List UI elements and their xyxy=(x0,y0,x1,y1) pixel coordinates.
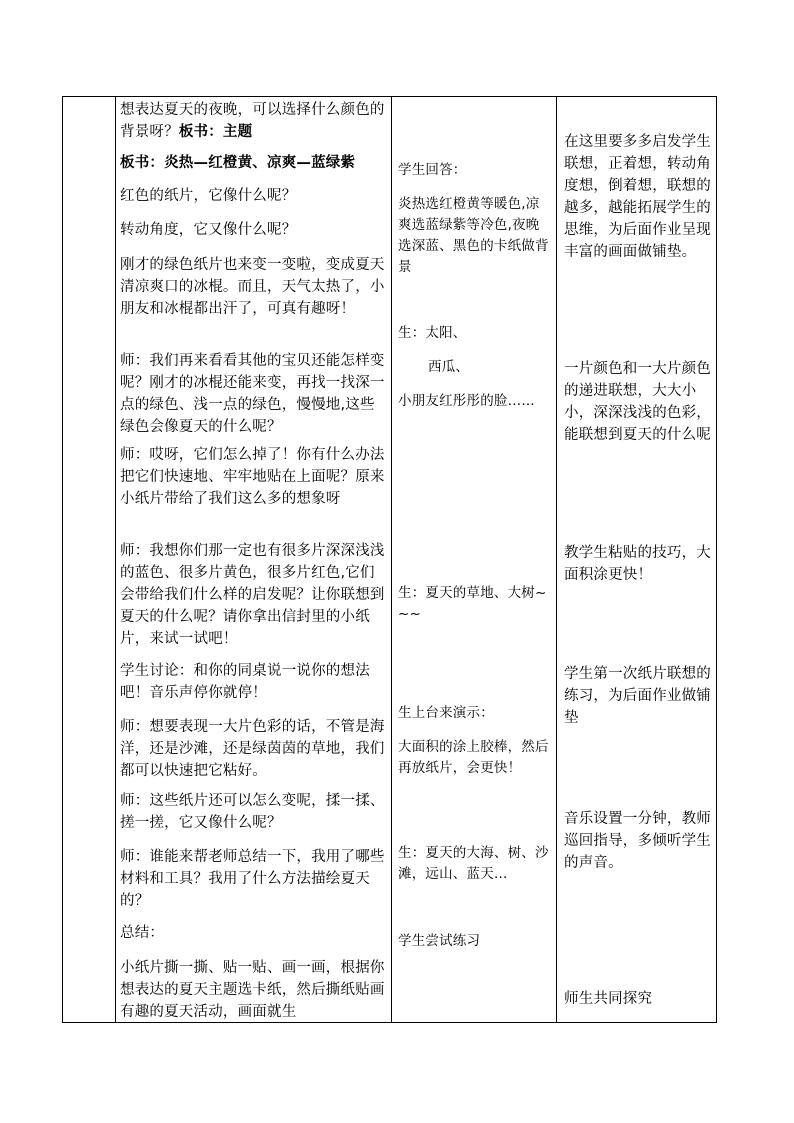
design-paragraph: 一片颜色和一大片颜色的递进联想，大大小小，深深浅浅的色彩，能联想到夏天的什么呢 xyxy=(564,361,711,443)
teacher-paragraph: 板书：炎热—红橙黄、凉爽—蓝绿紫 xyxy=(120,155,356,171)
teacher-activity-column xyxy=(116,97,391,1022)
student-paragraph: 学生尝试练习 xyxy=(398,933,481,949)
teacher-paragraph: 红色的纸片，它像什么呢？ xyxy=(120,188,297,204)
student-paragraph: 生：夏天的大海、树、沙滩，远山、蓝天… xyxy=(398,845,549,882)
teacher-paragraph: 总结： xyxy=(120,925,165,941)
student-activity-column xyxy=(394,97,554,1022)
student-paragraph: 学生回答： xyxy=(398,162,467,178)
lesson-plan-table xyxy=(62,96,717,1023)
design-paragraph: 师生共同探究 xyxy=(564,991,653,1007)
teacher-paragraph: 转动角度，它又像什么呢？ xyxy=(120,222,297,238)
teacher-paragraph: 师：我们再来看看其他的宝贝还能怎样变呢？刚才的冰棍还能来变，再找一找深一点的绿色、浅一点的绿色，慢慢地,这些绿色会像夏天的什么呢？ xyxy=(120,353,385,435)
teacher-paragraph: 想表达夏天的夜晚，可以选择什么颜色的背景呀？板书：主题 xyxy=(120,102,385,140)
student-paragraph: 大面积的涂上胶棒，然后再放纸片，会更快！ xyxy=(398,739,549,776)
column-divider xyxy=(391,97,392,1022)
teacher-paragraph: 师：哎呀，它们怎么掉了！你有什么办法把它们快速地、牢牢地贴在上面呢？原来小纸片带给了我们这么多的想象呀 xyxy=(120,447,385,507)
teacher-paragraph: 师：谁能来帮老师总结一下，我用了哪些材料和工具？我用了什么方法描绘夏天的？ xyxy=(120,849,385,909)
student-paragraph: 小朋友红彤彤的脸…… xyxy=(398,393,535,409)
teacher-paragraph: 师：我想你们那一定也有很多片深深浅浅的蓝色、很多片黄色，很多片红色,它们会带给我们什么样的启发呢？让你联想到夏天的什么呢？请你拿出信封里的小纸片，来试一试吧！ xyxy=(120,543,385,647)
design-paragraph: 在这里要多多启发学生联想，正着想，转动角度想，倒着想，联想的越多，越能拓展学生的思维，为后面作业呈现丰富的画面做铺垫。 xyxy=(564,134,711,260)
teacher-paragraph: 刚才的绿色纸片也来变一变啦，变成夏天清凉爽口的冰棍。而且，天气太热了，小朋友和冰棍都出汗了，可真有趣呀！ xyxy=(120,257,385,317)
teacher-paragraph: 师：这些纸片还可以怎么变呢，揉一揉、搓一搓，它又像什么呢？ xyxy=(120,793,385,831)
student-paragraph: 生：太阳、 xyxy=(398,325,467,341)
column-divider xyxy=(556,97,557,1022)
teacher-paragraph: 师：想要表现一大片色彩的话，不管是海洋，还是沙滩，还是绿茵茵的草地，我们都可以快速把它粘好。 xyxy=(120,719,385,779)
student-paragraph: 生上台来演示： xyxy=(398,705,494,721)
design-paragraph: 音乐设置一分钟，教师巡回指导，多倾听学生的声音。 xyxy=(564,811,711,871)
student-paragraph: 生：夏天的草地、大树~~~ xyxy=(398,585,547,622)
teacher-paragraph: 学生讨论：和你的同桌说一说你的想法吧！音乐声停你就停！ xyxy=(120,663,370,701)
teacher-paragraph: 小纸片撕一撕、贴一贴、画一画，根据你想表达的夏天主题选卡纸，然后撕纸贴画有趣的夏天活动，画面就生 xyxy=(120,960,385,1020)
design-paragraph: 学生第一次纸片联想的练习，为后面作业做铺垫 xyxy=(564,666,711,726)
design-intent-column xyxy=(560,97,716,1022)
student-paragraph: 炎热选红橙黄等暖色,凉爽选蓝绿紫等冷色,夜晚选深蓝、黑色的卡纸做背景 xyxy=(398,196,549,275)
student-paragraph: 西瓜、 xyxy=(428,359,470,375)
design-paragraph: 教学生粘贴的技巧，大面积涂更快！ xyxy=(564,545,711,583)
